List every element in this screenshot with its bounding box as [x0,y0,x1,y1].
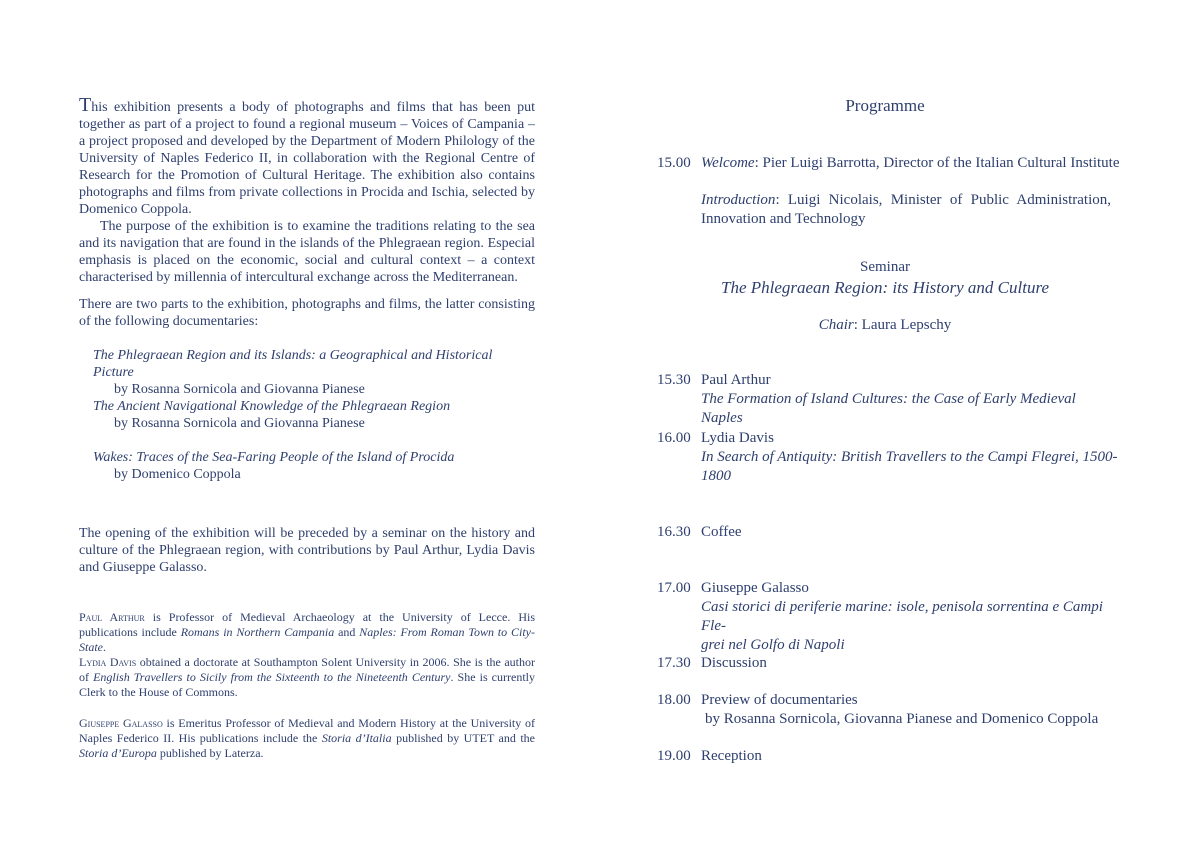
time-arthur: 15.30 [657,372,691,388]
programme-title: Programme [845,96,925,115]
discussion-item: Discussion [701,655,767,671]
preview-item: Preview of documentaries [701,692,858,708]
time-coffee: 16.30 [657,524,691,540]
parts-paragraph: There are two parts to the exhibition, photographs and films, the latter consisting of the following documentaries: [79,297,535,329]
speaker-name: Lydia Davis [701,430,774,446]
time-davis: 16.00 [657,430,691,446]
talk-title: Casi storici di periferie marine: isole, penisola sorrentina e Campi Fle- grei nel Golfo di Napoli [701,599,1103,653]
drop-cap: T [79,94,92,116]
reception-item: Reception [701,748,762,764]
speaker-name: Giuseppe Galasso [701,580,809,596]
bio-paul-arthur: Paul Arthur is Professor of Medieval Archaeology at the University of Lecce. His publications include Romans in Northern Campania and Naples: From Roman Town to City-State. [79,610,535,654]
intro-section [79,94,535,286]
speaker-name: Paul Arthur [701,372,771,388]
bio-giuseppe-galasso: Giuseppe Galasso is Emeritus Professor of Medieval and Modern History at the University of Naples Federico II. His publications include the Storia d’Italia published by UTET and the Storia d’Europa published by Laterza. [79,716,536,760]
documentary-title: Wakes: Traces of the Sea-Faring People of the Island of Procida [93,450,455,465]
bio-lydia-davis: Lydia Davis obtained a doctorate at Southampton Solent University in 2006. She is the author of English Travellers to Sicily from the Sixteenth to the Nineteenth Century. She is currently Clerk to the House of Commons. [79,655,535,699]
time-discussion: 17.30 [657,655,691,671]
time-galasso: 17.00 [657,580,691,596]
opening-paragraph: The opening of the exhibition will be preceded by a seminar on the history and culture of the Phlegraean region, with contributions by Paul Arthur, Lydia Davis and Giuseppe Galasso. [79,526,535,575]
talk-title: The Formation of Island Cultures: the Case of Early Medieval Naples [701,391,1076,426]
seminar-title: The Phlegraean Region: its History and Culture [720,278,1049,297]
introduction-line: Introduction: Luigi Nicolais, Minister of Public Administration, Innovation and Technology [701,192,1111,227]
time-welcome: 15.00 [657,155,691,171]
documentary-item [93,347,533,398]
talk-title: In Search of Antiquity: British Travellers to the Campi Flegrei, 1500- 1800 [701,449,1118,484]
documentary-authors: by Rosanna Sornicola and Giovanna Pianese [114,382,365,397]
purpose-paragraph: The purpose of the exhibition is to examine the traditions relating to the sea and its navigation that are found in the islands of the Phlegraean region. Especial emphasis is placed on the economic, social and cultural context – a context characterised by millennia of intercultural exchange across the Mediterranean. [79,219,535,285]
seminar-label: Seminar [860,259,910,275]
documentary-authors: by Domenico Coppola [114,467,241,482]
time-preview: 18.00 [657,692,691,708]
documentary-item [93,449,533,483]
documentary-title: The Phlegraean Region and its Islands: a Geographical and Historical Picture [93,348,493,380]
intro-paragraph: This exhibition presents a body of photographs and films that has been put together as part of a project to found a regional museum – Voices of Campania – a project proposed and developed by the Department of Modern Philology of the University of Naples Federico II, in collaboration with the Regional Centre of Research for the Promotion of Cultural Heritage. The exhibition also contains photographs and films from private collections in Procida and Ischia, selected by Domenico Coppola. [79,94,535,217]
time-reception: 19.00 [657,748,691,764]
coffee-item: Coffee [701,524,742,540]
documentary-title: The Ancient Navigational Knowledge of the Phlegraean Region [93,399,451,414]
documentary-authors: by Rosanna Sornicola and Giovanna Pianese [114,416,365,431]
preview-authors: by Rosanna Sornicola, Giovanna Pianese and Domenico Coppola [705,711,1099,727]
welcome-line: Welcome: Pier Luigi Barrotta, Director of the Italian Cultural Institute [701,155,1120,171]
seminar-chair: Chair: Laura Lepschy [818,317,952,333]
documentary-item [93,398,533,432]
